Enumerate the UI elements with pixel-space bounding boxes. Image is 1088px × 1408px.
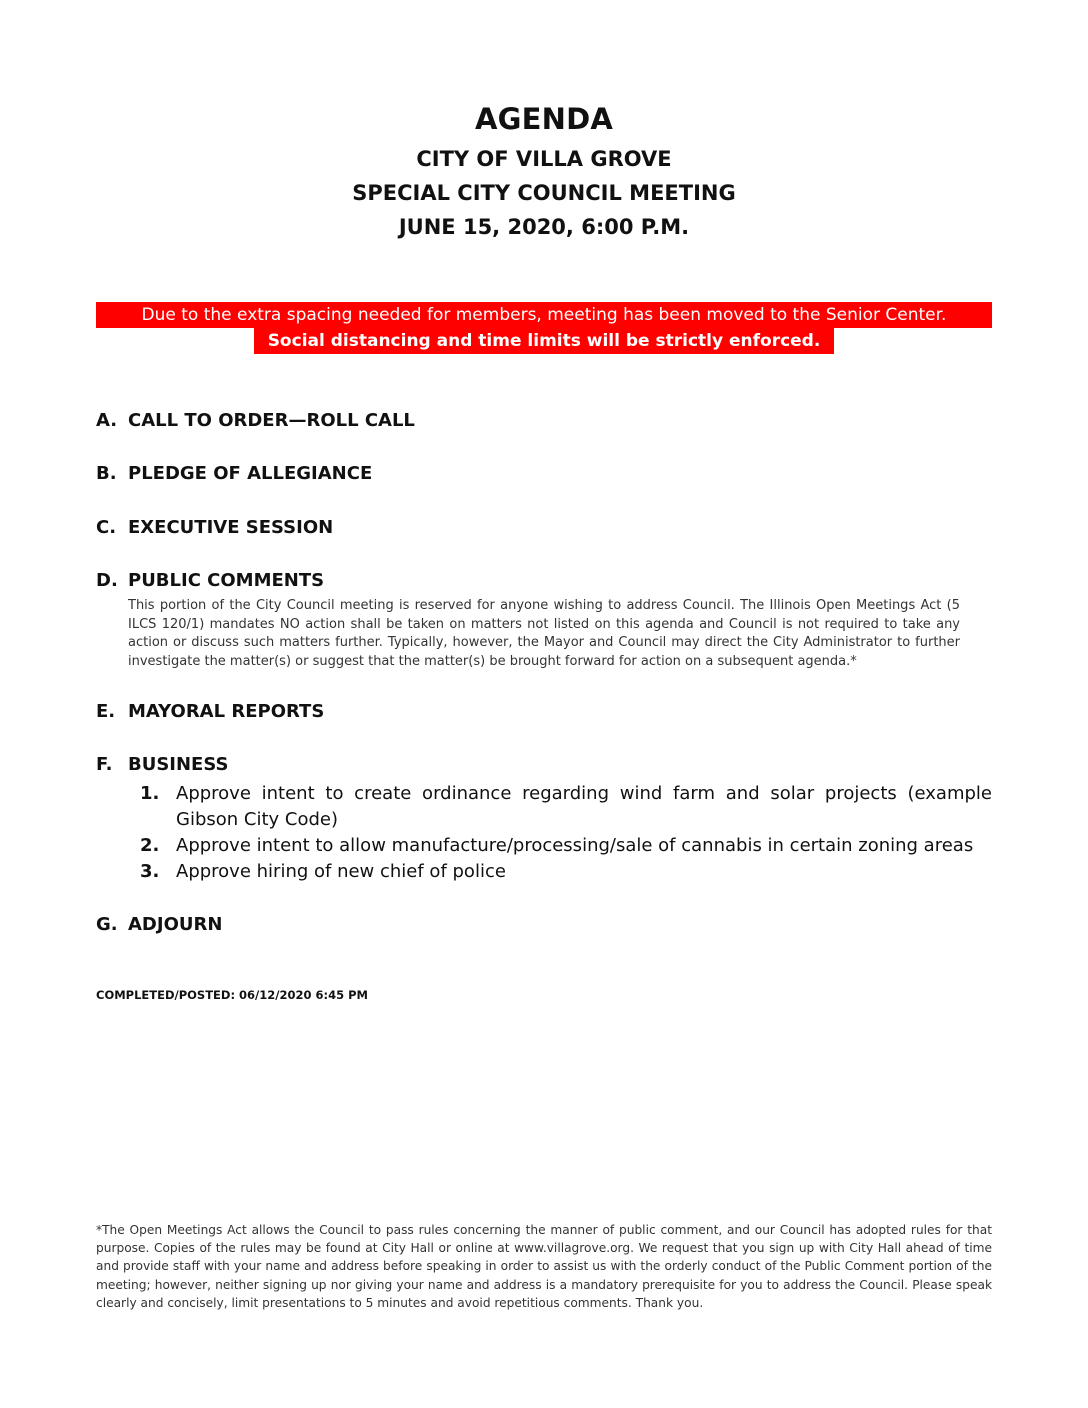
section-letter: F.	[96, 754, 113, 775]
list-item	[140, 859, 992, 885]
public-comments-description: This portion of the City Council meeting is reserved for anyone wishing to address Council. The Illinois Open Meetings Act (5 ILCS 120/1) mandates NO action shall be taken on matters not listed on this agenda and Council is not required to take any action or discuss such matters further. Typically, however, the Mayor and Council may direct the City Administrator to further investigate the matter(s) or suggest that the matter(s) be brought forward for action on a subsequent agenda.*	[128, 598, 960, 669]
notice-location-line: Due to the extra spacing needed for members, meeting has been moved to the Senior Center.	[96, 302, 992, 328]
business-items-list	[140, 781, 992, 885]
section-mayoral-reports	[96, 700, 324, 724]
section-title: MAYORAL REPORTS	[128, 701, 325, 722]
section-public-comments	[96, 569, 324, 593]
item-number: 2.	[140, 835, 160, 856]
section-title: PLEDGE OF ALLEGIANCE	[128, 463, 373, 484]
section-pledge	[96, 462, 372, 486]
section-letter: G.	[96, 914, 118, 935]
city-name: CITY OF VILLA GROVE	[416, 147, 672, 171]
item-number: 3.	[140, 861, 160, 882]
section-business	[96, 753, 228, 777]
section-title: ADJOURN	[128, 914, 223, 935]
section-letter: C.	[96, 517, 117, 538]
list-item	[140, 781, 992, 833]
section-title: EXECUTIVE SESSION	[128, 517, 334, 538]
agenda-header	[0, 96, 1088, 244]
item-number: 1.	[140, 783, 160, 804]
section-letter: B.	[96, 463, 117, 484]
section-call-to-order	[96, 409, 415, 433]
footnote: *The Open Meetings Act allows the Council to pass rules concerning the manner of public comment, and our Council has adopted rules for that purpose. Copies of the rules may be found at City Hall or online at www.villagrove.org. We request that you sign up with City Hall ahead of time and provide staff with your name and address before speaking in order to assist us with the orderly conduct of the Public Comment portion of the meeting; however, neither signing up nor giving your name and address is a mandatory prerequisite for you to address the Council. Please speak clearly and concisely, limit presentations to 5 minutes and avoid repetitious comments. Thank you.	[96, 1223, 992, 1310]
page-title: AGENDA	[474, 102, 614, 136]
section-executive-session	[96, 516, 333, 540]
item-text: Approve intent to create ordinance regarding wind farm and solar projects (example Gibson City Code)	[176, 783, 992, 830]
notice-banner	[0, 302, 1088, 354]
list-item	[140, 833, 992, 859]
notice-distancing-line: Social distancing and time limits will be strictly enforced.	[254, 328, 835, 354]
meeting-datetime: JUNE 15, 2020, 6:00 P.M.	[398, 215, 690, 239]
posted-timestamp: COMPLETED/POSTED: 06/12/2020 6:45 PM	[96, 988, 368, 1002]
section-title: BUSINESS	[128, 754, 229, 775]
section-adjourn	[96, 913, 222, 937]
section-title: PUBLIC COMMENTS	[128, 570, 325, 591]
item-text: Approve intent to allow manufacture/processing/sale of cannabis in certain zoning areas	[176, 835, 974, 856]
meeting-type: SPECIAL CITY COUNCIL MEETING	[352, 181, 736, 205]
section-letter: E.	[96, 701, 116, 722]
section-letter: D.	[96, 570, 118, 591]
section-title: CALL TO ORDER—ROLL CALL	[128, 410, 415, 431]
section-letter: A.	[96, 410, 118, 431]
item-text: Approve hiring of new chief of police	[176, 861, 506, 882]
